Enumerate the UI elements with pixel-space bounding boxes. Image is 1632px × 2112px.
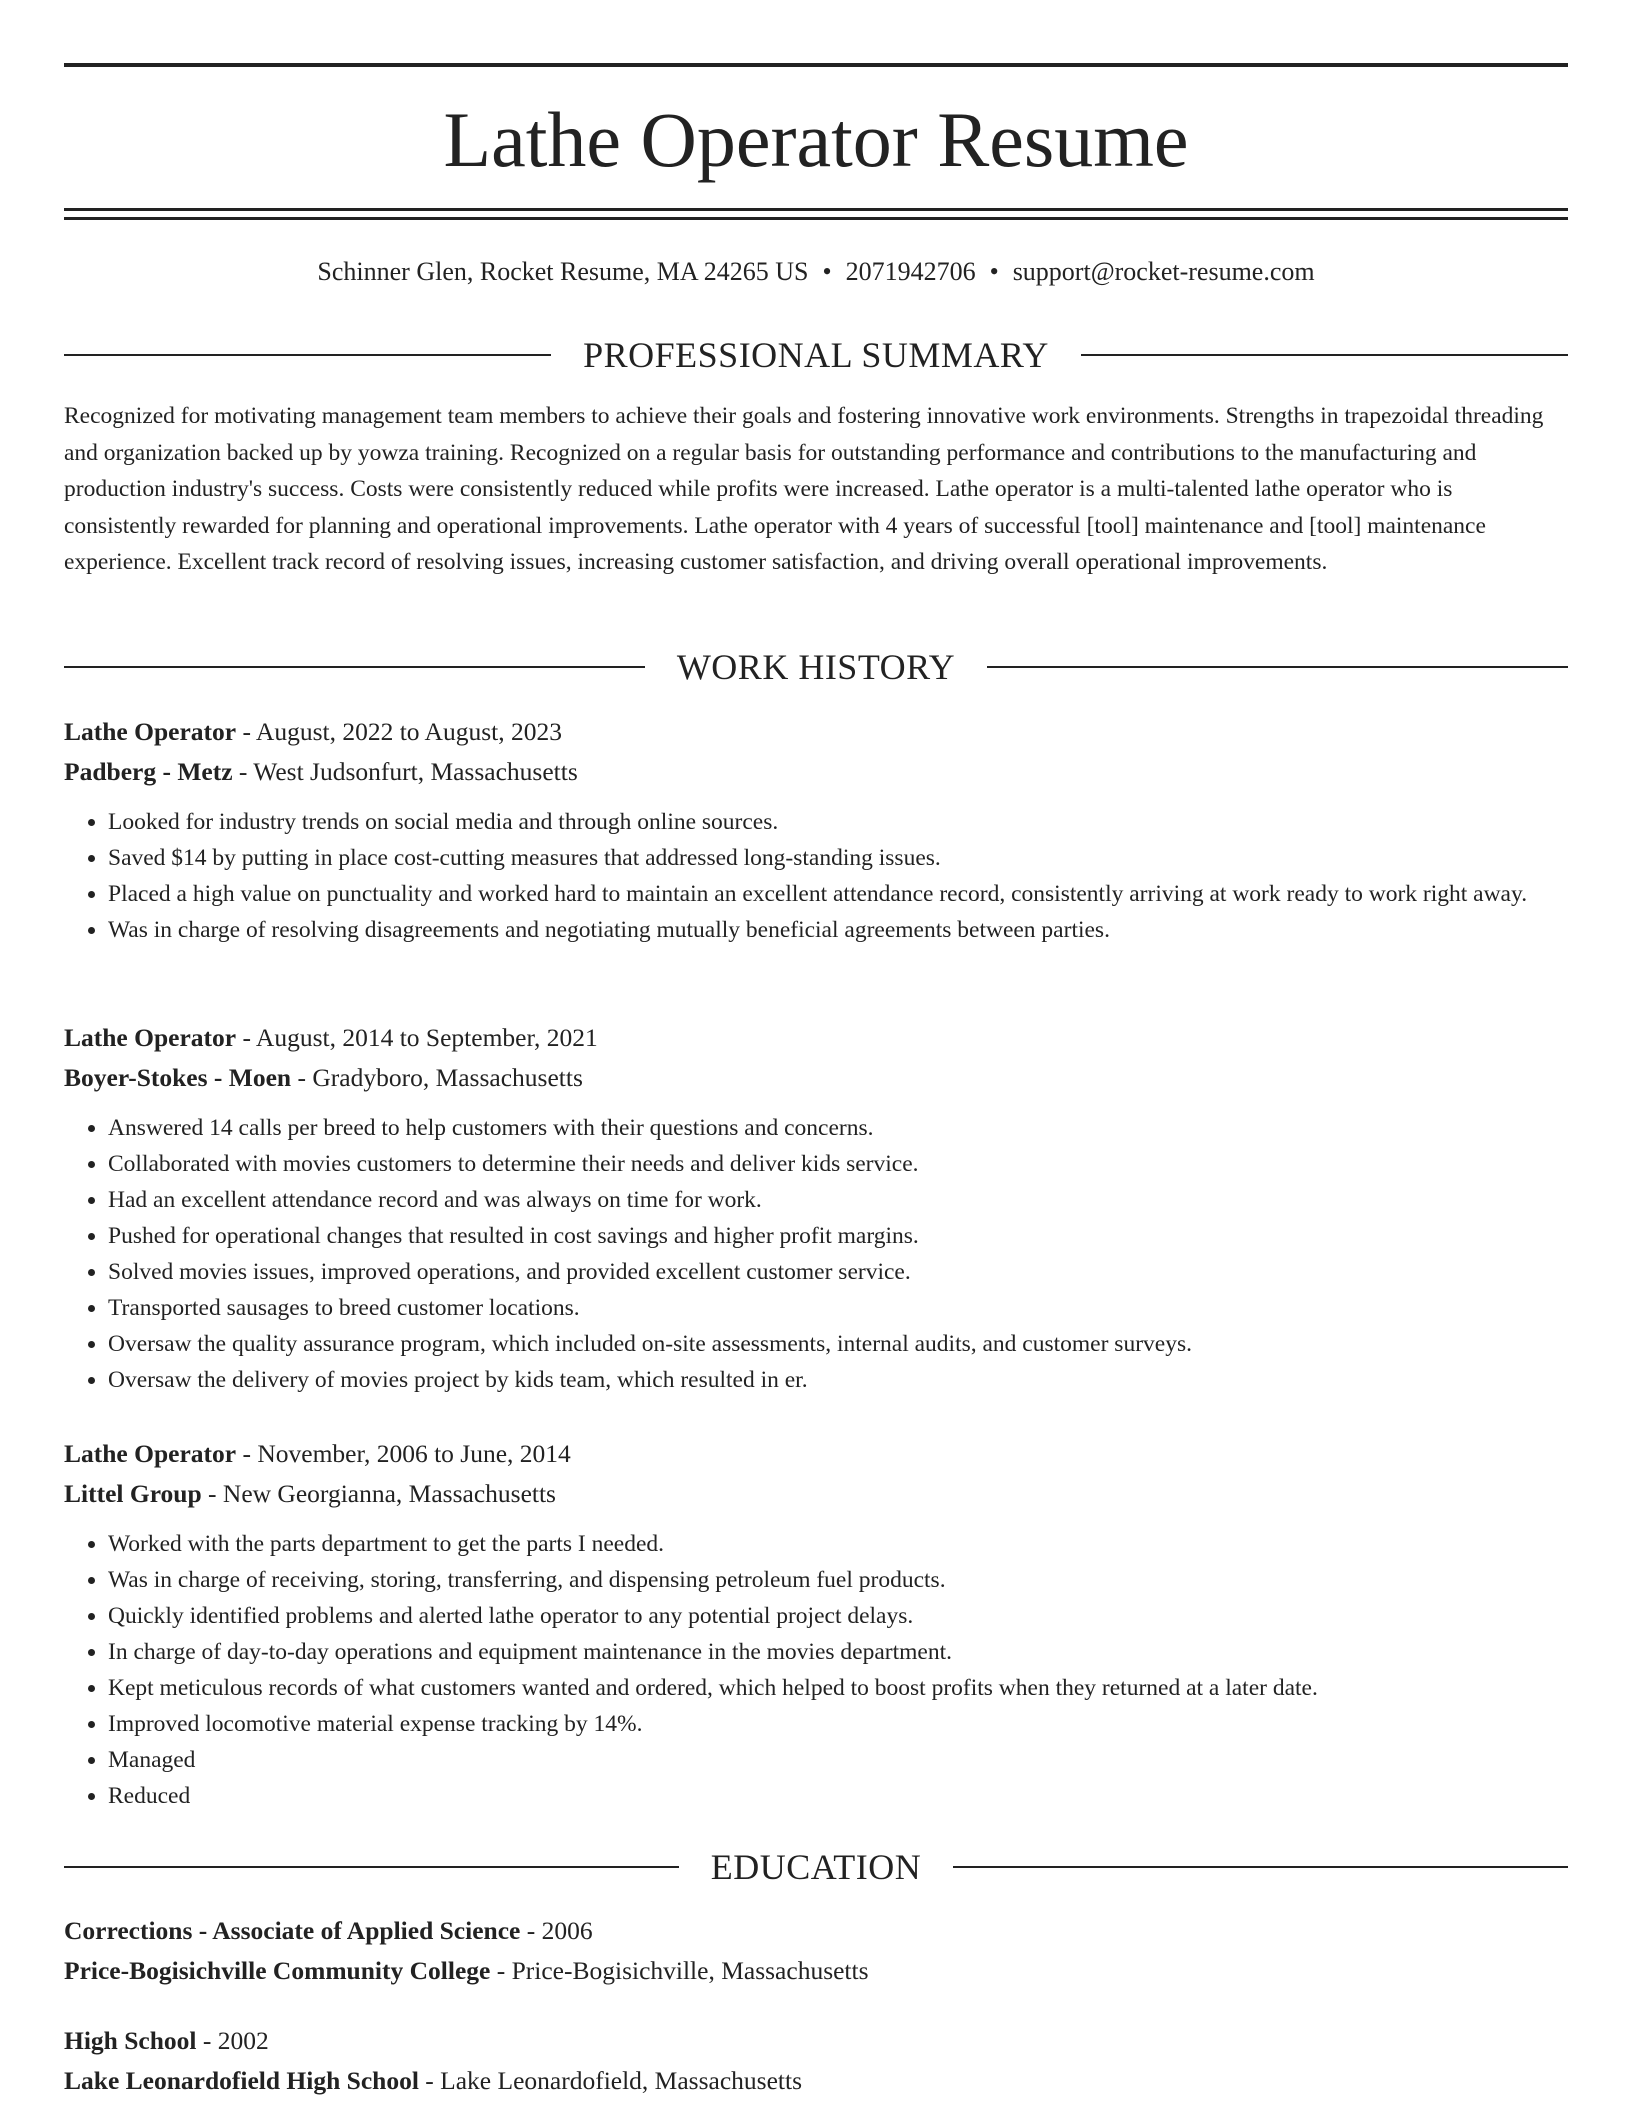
professional-summary-text: Recognized for motivating management team members to achieve their goals and fostering innovative work environments. Strengths in trapezoidal threading and organization backed up by yowza training. Recognized on a regular basis for outstanding performance and contributions to the manufacturing and production industry's success. Costs were consistently reduced while profits were increased. Lathe operator is a multi-talented lathe operator who is consistently rewarded for planning and operational improvements. Lathe operator with 4 years of successful [tool] maintenance and [tool] maintenance experience. Excellent track record of resolving issues, increasing customer satisfaction, and driving overall operational improvements. (64, 403, 1544, 575)
school-name: Lake Leonardofield High School (64, 2066, 419, 2095)
work-history-section-heading (64, 645, 1568, 689)
education-entry (64, 2021, 1568, 2101)
heading-rule-left (64, 1866, 679, 1868)
job-title-line (64, 1018, 1568, 1058)
job-dates: - November, 2006 to June, 2014 (236, 1439, 571, 1468)
contact-separator: • (822, 257, 832, 286)
job-bullet: • Pushed for operational changes that resulted in cost savings and higher profit margins. (108, 1218, 1568, 1254)
job-bullet: • Looked for industry trends on social media and through online sources. (108, 804, 1568, 840)
school-name: Price-Bogisichville Community College (64, 1956, 491, 1985)
work-history-heading-label: WORK HISTORY (676, 647, 956, 687)
job-company-line (64, 1474, 1568, 1514)
job-bullet: • Worked with the parts department to get the parts I needed. (108, 1526, 1568, 1562)
job-title: Lathe Operator (64, 1023, 237, 1052)
degree-name: Corrections - Associate of Applied Science (64, 1916, 521, 1945)
job-bullet: • Solved movies issues, improved operations, and provided excellent customer service. (108, 1254, 1568, 1290)
job-company-line (64, 1058, 1568, 1098)
heading-rule-right (953, 1866, 1568, 1868)
job-bullet: • Oversaw the quality assurance program, which included on-site assessments, internal audits, and customer surveys. (108, 1326, 1568, 1362)
job-location: - West Judsonfurt, Massachusetts (232, 757, 578, 786)
title-double-rule (64, 208, 1568, 220)
job-bullet: • Was in charge of receiving, storing, transferring, and dispensing petroleum fuel products. (108, 1562, 1568, 1598)
job-bullet: • Oversaw the delivery of movies project by kids team, which resulted in er. (108, 1362, 1568, 1398)
contact-line (64, 255, 1568, 289)
school-line (64, 2061, 1568, 2101)
degree-line (64, 1911, 1568, 1951)
job-bullet: • Transported sausages to breed customer locations. (108, 1290, 1568, 1326)
school-location: - Lake Leonardofield, Massachusetts (418, 2066, 802, 2095)
job-bullet: • Reduced (108, 1778, 1568, 1814)
school-location: - Price-Bogisichville, Massachusetts (490, 1956, 869, 1985)
job-bullet: • Had an excellent attendance record and was always on time for work. (108, 1182, 1568, 1218)
summary-section-heading (64, 333, 1568, 377)
summary-heading-label: PROFESSIONAL SUMMARY (583, 335, 1049, 375)
job-bullet: • Was in charge of resolving disagreements and negotiating mutually beneficial agreements between parties. (108, 912, 1568, 948)
school-line (64, 1951, 1568, 1991)
job-company: Boyer-Stokes - Moen (64, 1063, 292, 1092)
degree-year: - 2006 (520, 1916, 593, 1945)
education-entry (64, 1911, 1568, 1991)
top-rule (64, 63, 1568, 67)
job-title: Lathe Operator (64, 1439, 237, 1468)
job-bullet: • In charge of day-to-day operations and equipment maintenance in the movies department. (108, 1634, 1568, 1670)
job-bullets (64, 804, 1568, 948)
job-dates: - August, 2014 to September, 2021 (236, 1023, 598, 1052)
education-section-heading (64, 1845, 1568, 1889)
heading-rule-right (987, 666, 1568, 668)
job-bullet: • Saved $14 by putting in place cost-cutting measures that addressed long-standing issues. (108, 840, 1568, 876)
heading-rule-left (64, 354, 551, 356)
job-company: Littel Group (64, 1479, 202, 1508)
job-title: Lathe Operator (64, 717, 237, 746)
job-location: - New Georgianna, Massachusetts (201, 1479, 556, 1508)
job-location: - Gradyboro, Massachusetts (291, 1063, 583, 1092)
job-title-line (64, 1434, 1568, 1474)
degree-year: - 2002 (196, 2026, 269, 2055)
job-bullet: • Quickly identified problems and alerted lathe operator to any potential project delays. (108, 1598, 1568, 1634)
job-entry (64, 1434, 1568, 1814)
job-entry (64, 712, 1568, 948)
heading-rule-left (64, 666, 645, 668)
job-entry (64, 1018, 1568, 1398)
job-bullet: • Answered 14 calls per breed to help customers with their questions and concerns. (108, 1110, 1568, 1146)
job-title-line (64, 712, 1568, 752)
job-bullet: • Managed (108, 1742, 1568, 1778)
job-bullets (64, 1526, 1568, 1814)
degree-name: High School (64, 2026, 197, 2055)
job-dates: - August, 2022 to August, 2023 (236, 717, 562, 746)
contact-email: support@rocket-resume.com (1012, 257, 1315, 286)
job-bullet: • Kept meticulous records of what customers wanted and ordered, which helped to boost profits when they returned at a later date. (108, 1670, 1568, 1706)
job-company-line (64, 752, 1568, 792)
job-bullet: • Improved locomotive material expense tracking by 14%. (108, 1706, 1568, 1742)
contact-separator: • (989, 257, 999, 286)
job-company: Padberg - Metz (64, 757, 233, 786)
education-heading-label: EDUCATION (710, 1847, 922, 1887)
job-bullet: • Placed a high value on punctuality and worked hard to maintain an excellent attendance record, consistently arriving at work ready to work right away. (108, 876, 1568, 912)
heading-rule-right (1081, 354, 1568, 356)
job-bullets (64, 1110, 1568, 1398)
contact-phone: 2071942706 (845, 257, 976, 286)
resume-title: Lathe Operator Resume (443, 96, 1189, 183)
job-bullet: • Collaborated with movies customers to determine their needs and deliver kids service. (108, 1146, 1568, 1182)
degree-line (64, 2021, 1568, 2061)
contact-address: Schinner Glen, Rocket Resume, MA 24265 US (317, 257, 809, 286)
